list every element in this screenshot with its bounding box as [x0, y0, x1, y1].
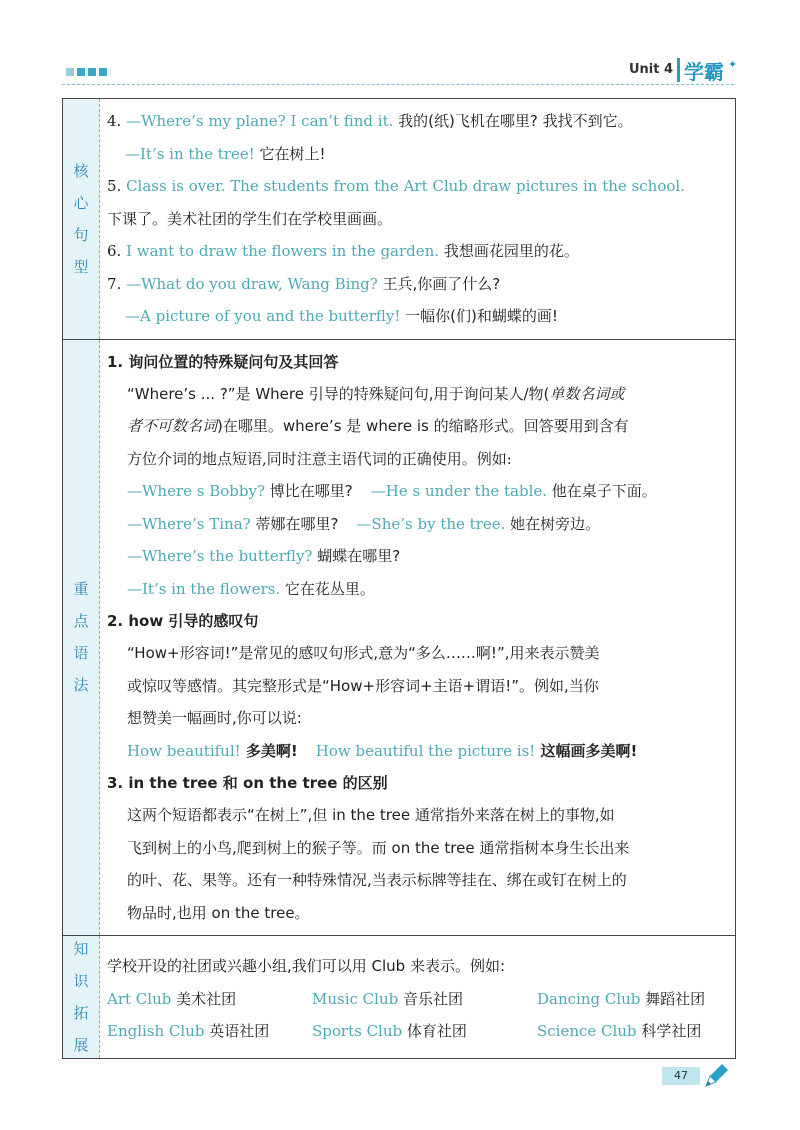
grammar-text: 方位介词的地点短语,同时注意主语代词的正确使用。例如:: [127, 449, 512, 468]
grammar-example: —Where s Bobby? 博比在哪里? —He s under the table. 他在桌子下面。: [127, 482, 657, 500]
grammar-text: “How+形容词!”是常见的感叹句形式,意为“多么……啊!”,用来表示赞美: [127, 644, 600, 662]
section-extension: [63, 936, 735, 1058]
section-key-sentences: [63, 99, 735, 340]
list-item: English Club 英语社团: [107, 1022, 270, 1040]
sentence-line: 4. —Where’s my plane? I can’t find it. 我的(纸)飞机在哪里? 我找不到它。: [107, 112, 633, 130]
sentence-line: 7. —What do you draw, Wang Bing? 王兵,你画了什么?: [107, 274, 501, 293]
content-box: [62, 98, 736, 1059]
sentence-line: —It’s in the tree! 它在树上!: [125, 144, 326, 163]
grammar-text: 想赞美一幅画时,你可以说:: [127, 709, 302, 727]
grammar-example: —Where’s the butterfly? 蝴蝶在哪里?: [127, 547, 401, 565]
grammar-text: 飞到树上的小鸟,爬到树上的猴子等。而 on the tree 通常指树本身生长出来: [127, 838, 630, 857]
section-label: 核 心 句 型: [63, 99, 100, 339]
header-decoration: [66, 68, 107, 76]
grammar-heading: 3. in the tree 和 on the tree 的区别: [107, 774, 388, 792]
grammar-text: 者不可数名词)在哪里。where’s 是 where is 的缩略形式。回答要用到含有: [127, 417, 629, 435]
header-divider: [62, 84, 734, 85]
grammar-text: 的叶、花、果等。还有一种特殊情况,当表示标牌等挂在、绑在或钉在树上的: [127, 871, 627, 889]
grammar-heading: 2. how 引导的感叹句: [107, 612, 259, 630]
sentence-line: 下课了。美术社团的学生们在学校里画画。: [107, 209, 393, 228]
grammar-text: “Where’s ... ?”是 Where 引导的特殊疑问句,用于询问某人/物(单数名词或: [127, 384, 625, 403]
club-list: [107, 983, 727, 1048]
grammar-text: 或惊叹等感情。其完整形式是“How+形容词+主语+谓语!”。例如,当你: [127, 676, 599, 695]
header-bar: [677, 58, 680, 82]
grammar-heading: 1. 询问位置的特殊疑问句及其回答: [107, 352, 339, 371]
extension-intro: 学校开设的社团或兴趣小组,我们可以用 Club 来表示。例如:: [107, 957, 506, 975]
grammar-example: —Where’s Tina? 蒂娜在哪里? —She’s by the tree. 她在树旁边。: [127, 514, 601, 533]
sentence-line: —A picture of you and the butterfly! 一幅你(们)和蝴蝶的画!: [125, 307, 558, 325]
pencil-icon: [702, 1062, 730, 1090]
list-item: Science Club 科学社团: [537, 1022, 702, 1040]
unit-label: Unit 4: [629, 62, 674, 77]
section-grammar: [63, 340, 735, 937]
sentence-line: 5. Class is over. The students from the Art Club draw pictures in the school.: [107, 177, 685, 195]
brand-hat-icon: ✦: [728, 58, 738, 71]
grammar-example: How beautiful! 多美啊! How beautiful the picture is! 这幅画多美啊!: [127, 741, 638, 760]
section-label: 知 识 拓 展: [63, 936, 100, 1058]
page-number: 47: [662, 1067, 700, 1085]
grammar-example: —It’s in the flowers. 它在花丛里。: [127, 579, 375, 598]
list-item: Sports Club 体育社团: [312, 1022, 467, 1040]
list-item: Music Club 音乐社团: [312, 989, 464, 1008]
brand-logo: 学霸: [684, 60, 724, 84]
grammar-text: 物品时,也用 on the tree。: [127, 903, 310, 922]
grammar-text: 这两个短语都表示“在树上”,但 in the tree 通常指外来落在树上的事物,如: [127, 806, 615, 824]
sentence-line: 6. I want to draw the flowers in the garden. 我想画花园里的花。: [107, 242, 579, 260]
section-label: 重 点 语 法: [63, 340, 100, 936]
list-item: Art Club 美术社团: [107, 989, 237, 1008]
list-item: Dancing Club 舞蹈社团: [537, 989, 706, 1008]
